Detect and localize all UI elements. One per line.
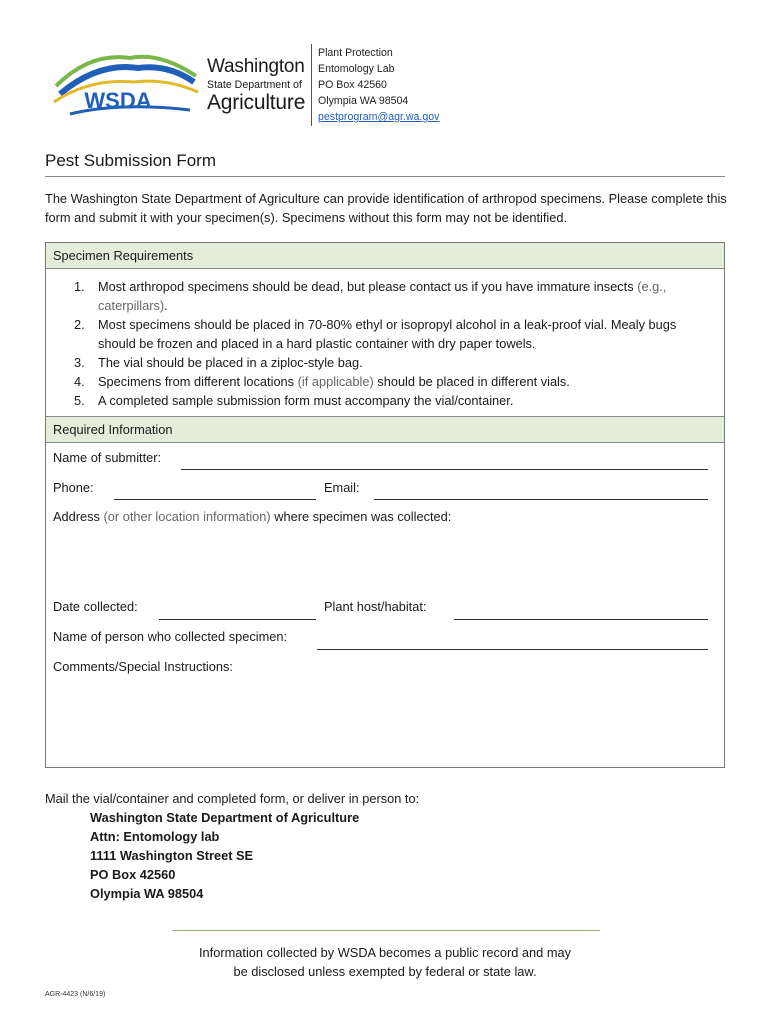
list-item-aside: (e.g., caterpillars) — [98, 279, 667, 313]
collection-address-field[interactable] — [53, 529, 713, 589]
phone-label: Phone: — [53, 480, 94, 495]
address-line: Olympia WA 98504 — [318, 95, 409, 107]
list-item-text: Most specimens should be placed in 70-80% ethyl or isopropyl alcohol in a leak-proof vial. Mealy bugs should be frozen and placed in a hard plastic container with dry paper towels. — [98, 317, 677, 351]
plant-host-field[interactable] — [454, 619, 708, 620]
list-number: 3. — [74, 355, 85, 370]
list-item-text: A completed sample submission form must accompany the vial/container. — [98, 393, 514, 408]
address-label-post: where specimen was collected: — [270, 509, 452, 524]
comments-field[interactable] — [53, 679, 713, 759]
list-item — [56, 372, 716, 391]
list-item-text: The vial should be placed in a ziploc-style bag. — [98, 355, 363, 370]
collection-address-label — [53, 509, 451, 524]
plant-host-label: Plant host/habitat: — [324, 599, 427, 614]
page-title: Pest Submission Form — [45, 151, 216, 170]
logo-text: WSDA — [84, 88, 152, 113]
mailing-address-line: 1111 Washington Street SE — [90, 848, 254, 863]
notice-line-1: Information collected by WSDA becomes a public record and may — [199, 945, 571, 960]
list-item — [56, 277, 716, 315]
wsda-logo — [50, 48, 200, 118]
requirements-list — [56, 277, 716, 410]
section-header-specimen-requirements: Specimen Requirements — [46, 243, 724, 269]
mailing-instructions: Mail the vial/container and completed form, or deliver in person to: — [45, 791, 420, 806]
list-item-text: Specimens from different locations — [98, 374, 298, 389]
wordmark — [207, 56, 309, 114]
footer-divider — [172, 930, 600, 931]
list-number: 4. — [74, 374, 85, 389]
submitter-name-label: Name of submitter: — [53, 450, 162, 465]
header-divider — [311, 44, 312, 126]
phone-field[interactable] — [114, 499, 316, 500]
address-line: Plant Protection — [318, 47, 393, 59]
list-item-tail: . — [164, 298, 168, 313]
public-record-notice — [160, 943, 610, 981]
form-number: AGR-4423 (N/6/19) — [45, 991, 106, 998]
wordmark-line-3: Agriculture — [207, 91, 306, 114]
date-collected-label: Date collected: — [53, 599, 138, 614]
mailing-address-line: Attn: Entomology lab — [90, 829, 220, 844]
list-item-text: Most arthropod specimens should be dead, but please contact us if you have immature insects — [98, 279, 638, 294]
list-item-aside: (if applicable) — [297, 374, 374, 389]
mailing-address-line: Washington State Department of Agriculture — [90, 810, 360, 825]
collector-name-label: Name of person who collected specimen: — [53, 629, 288, 644]
mailing-address — [90, 808, 359, 903]
mailing-address-line: PO Box 42560 — [90, 867, 176, 882]
lab-address — [318, 45, 439, 125]
collector-name-field[interactable] — [317, 649, 708, 650]
wordmark-line-2: State Department of — [207, 79, 302, 91]
comments-label: Comments/Special Instructions: — [53, 659, 233, 674]
list-item — [56, 353, 716, 372]
notice-line-2: be disclosed unless exempted by federal or state law. — [233, 964, 537, 979]
list-item — [56, 315, 716, 353]
submitter-name-field[interactable] — [181, 469, 708, 470]
title-divider — [45, 176, 725, 177]
email-link[interactable]: pestprogram@agr.wa.gov — [318, 111, 440, 123]
email-label: Email: — [324, 480, 360, 495]
list-number: 2. — [74, 317, 85, 332]
list-number: 5. — [74, 393, 85, 408]
email-field[interactable] — [374, 499, 708, 500]
address-line: Entomology Lab — [318, 63, 395, 75]
mailing-address-line: Olympia WA 98504 — [90, 886, 204, 901]
list-item-tail: should be placed in different vials. — [373, 374, 570, 389]
section-header-required-information: Required Information — [46, 416, 724, 443]
date-collected-field[interactable] — [159, 619, 316, 620]
form-box — [45, 242, 725, 768]
address-label-pre: Address — [53, 509, 104, 524]
wsda-logo-graphic — [50, 48, 200, 118]
wordmark-line-1: Washington — [207, 56, 305, 77]
list-number: 1. — [74, 279, 85, 294]
address-line: PO Box 42560 — [318, 79, 387, 91]
list-item — [56, 391, 716, 410]
intro-text: The Washington State Department of Agriculture can provide identification of arthropod specimens. Please complete this form and submit it with your specimen(s). Specimens without this form may not be identified. — [45, 191, 727, 225]
address-label-aside: (or other location information) — [103, 509, 271, 524]
